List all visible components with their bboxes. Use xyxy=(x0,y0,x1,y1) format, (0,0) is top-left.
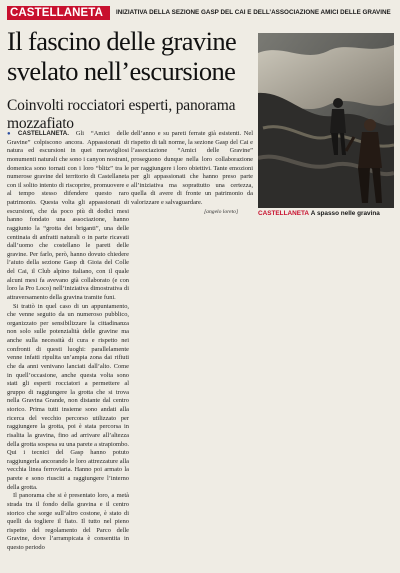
section-tag: CASTELLANETA xyxy=(7,6,110,20)
lead-place: CASTELLANETA. xyxy=(17,130,69,137)
title-line-1: Il fascino delle gravine xyxy=(7,26,237,56)
article-column-2 xyxy=(131,130,253,208)
byline: [angelo loreto] xyxy=(204,209,239,215)
photo-caption xyxy=(258,210,398,217)
paragraph-4: dell’anno e su pareti ferrate già esistenti. Nel rispetto di tali norme, la sezione Gasp del Cai e l’associazione “Amici delle Gravine” proseguono dunque nella loro collaborazione per raggiungere i loro obiettivi. Tante emozioni per gli appassionati che hanno preso parte all’iniziativa ma soprattutto una certezza, quella di avere di fronte un patrimonio da valorizzare e salvaguardare. xyxy=(131,130,253,206)
kicker: INIZIATIVA DELLA SEZIONE GASP DEL CAI E DELL’ASSOCIAZIONE AMICI DELLE GRAVINE xyxy=(116,9,391,16)
paragraph-1 xyxy=(7,130,129,303)
canyon-photo-illustration xyxy=(258,33,394,208)
article-subtitle: Coinvolti rocciatori esperti, panorama mozzafiato xyxy=(7,97,236,132)
article-title xyxy=(7,26,257,86)
article-column-1 xyxy=(7,130,129,553)
paragraph-1-text: Gli “Amici delle Gravine” colpiscono ancora. Appassionati di natura ed escursioni in quei meravigliosi monumenti naturali che sono i canyon nostrani, domenica sono tornati con i loro “blitz” tra le numerose gravine del territorio di Castellaneta con il solito intento di riscoprire, promuovere e al tempo stesso difendere questo raro patrimonio. Questa volta gli appassionati di escursioni, che da poco più di dodici mesi hanno fondato una associazione, hanno raggiunto la “grotta dei briganti”, una delle centinaia di anfratti naturali o in parte ricavati dall’uomo che costellano le pareti delle gravine. Per farlo, però, hanno dovuto chiedere l’aiuto della sezione Gasp di Gioia del Colle del Cai, il Club alpino italiano, con il quale alcuni mesi fa avevano già collaborato (e con loro la Pro Loco) nell’iniziativa dimostrativa di attraversamento della gravina tramite funi. xyxy=(7,130,129,301)
paragraph-3: Il panorama che si è presentato loro, a metà strada tra il fondo della gravina e il centro storico che sorge sull’altro costone, è stato di quelli da togliere il fiato. Il tutto nel pieno rispetto del regolamento del Parco delle Gravine, dove l’arrampicata è consentita in questo periodo xyxy=(7,492,129,551)
caption-text: A spasso nelle gravina xyxy=(310,210,380,217)
bullet-icon: ● xyxy=(7,131,16,137)
article-header xyxy=(0,0,400,22)
paragraph-2: Si trattò in quel caso di un appuntamento, che venne seguito da un numeroso pubblico, organizzato per sensibilizzare la cittadinanza non solo sulle potenzialità delle gravine ma anche sulla necessità di cura e rispetto nei confronti di questi luoghi: parallelamente venne infatti ripulita un’ampia zona dai rifiuti che da anni venivano lanciati dall’alto. Come in quell’occasione, anche questa volta sono stati gli esperti rocciatori a permettere al gruppo di raggiungere la grotta che si trova nella Gravina Grande, non distante dal centro storico. Prima tutti insieme sono andati alla ricerca del vecchio percorso utilizzato per raggiungere la grotta, poi è stata percorsa in risalita la gravina, fino ad arrivare all’altezza della grotta sospesa su una parete a strapiombo. Qui i tecnici del Gasp hanno potuto raggiungerla ancorando le loro attrezzature alla vecchia linea ferroviaria. Hanno poi armato la parete e sono riusciti a raggiungere l’interno della grotta. xyxy=(7,302,129,491)
caption-location: CASTELLANETA xyxy=(258,210,310,217)
article-photo xyxy=(258,33,394,208)
title-line-2: svelato nell’escursione xyxy=(7,56,236,86)
